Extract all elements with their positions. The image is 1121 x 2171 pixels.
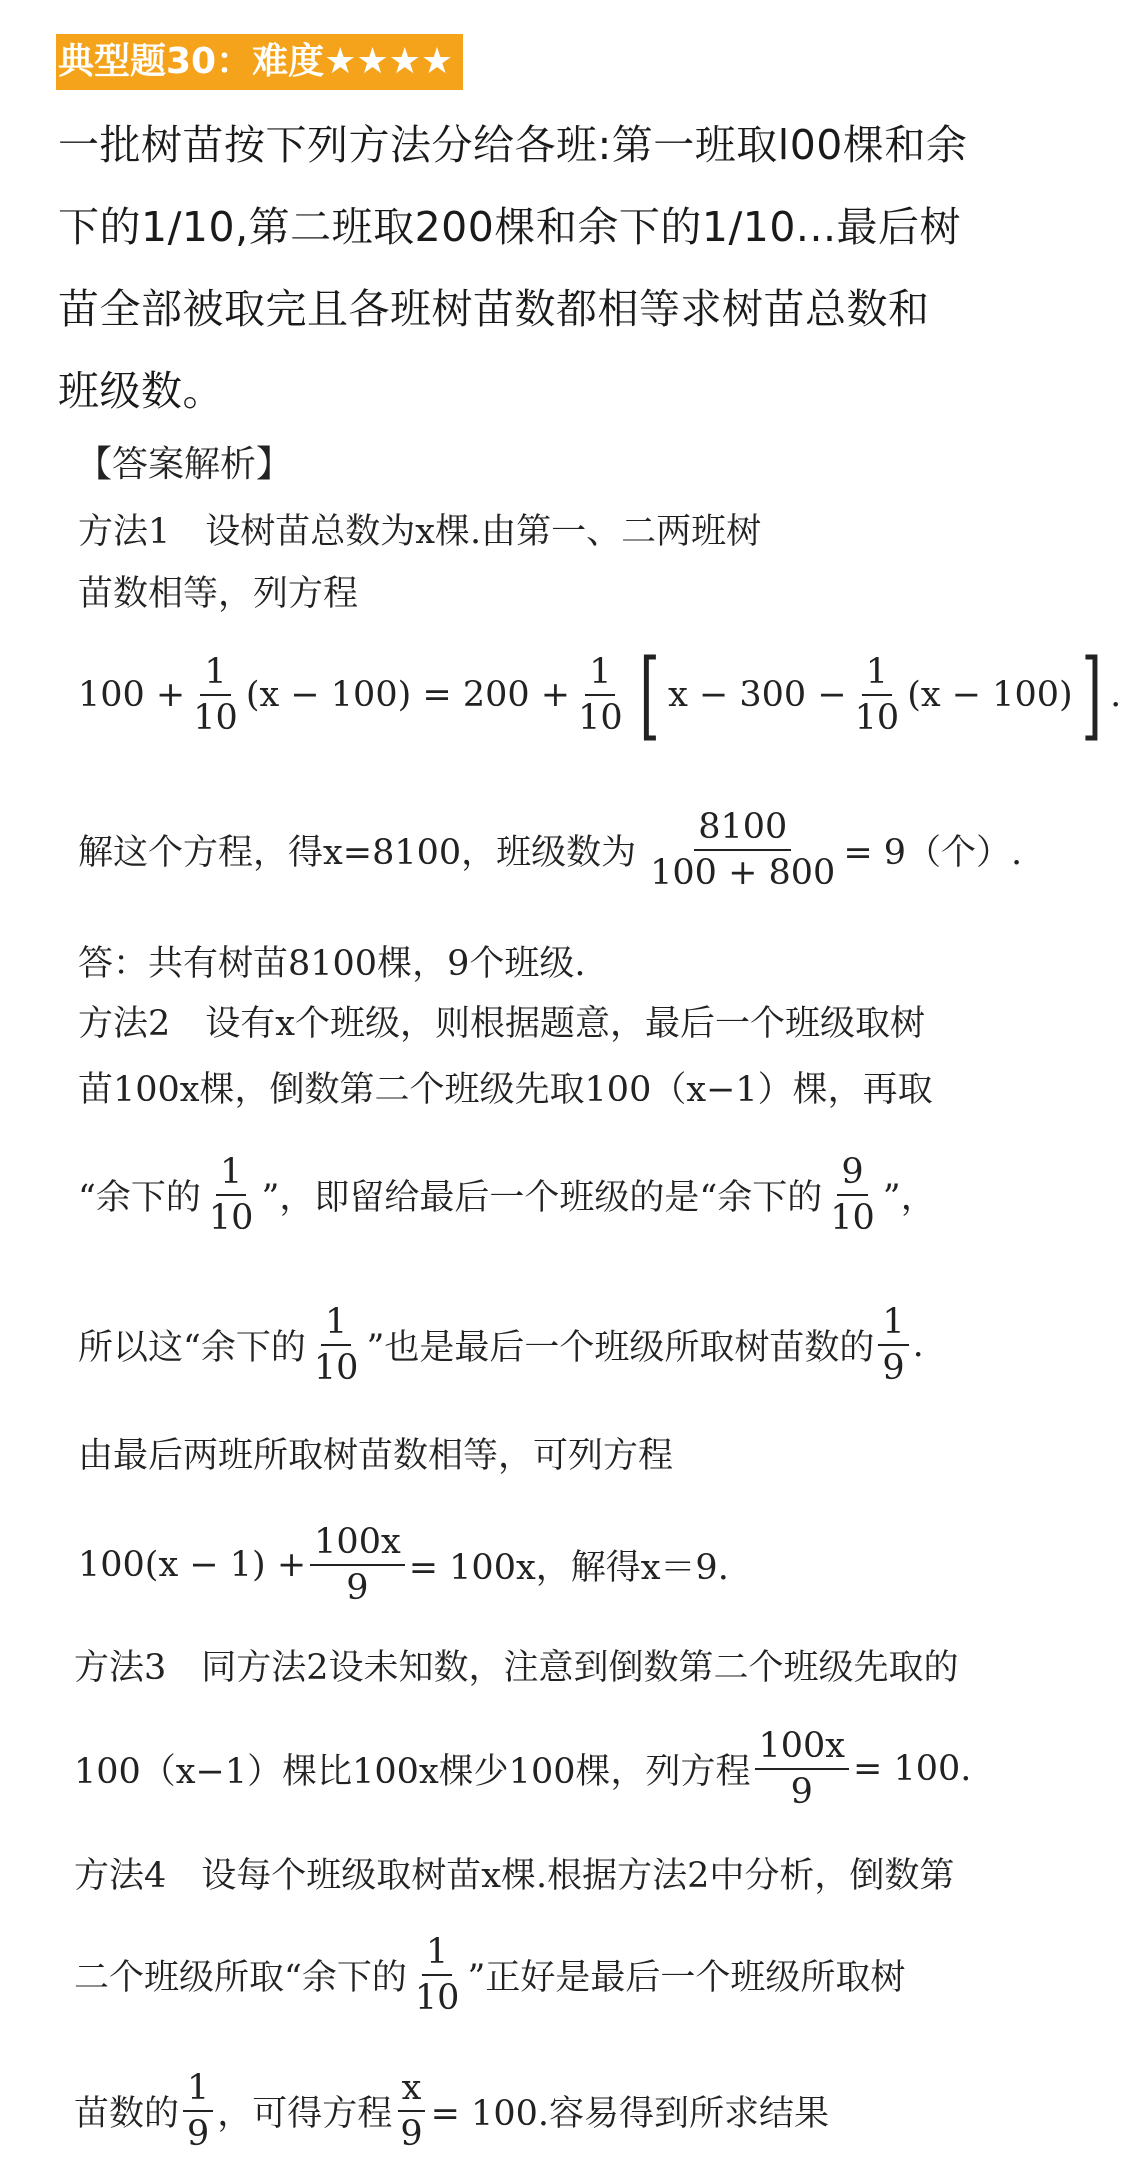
method2-line-3	[78, 1140, 936, 1250]
text: = 100.	[853, 1749, 972, 1789]
text: 100(x − 1) +	[78, 1545, 307, 1585]
fraction: $\frac{1}{10}$	[208, 1151, 254, 1238]
eq-term: (x − 100)	[907, 675, 1073, 715]
text: 二个班级所取“余下的	[74, 1958, 407, 1998]
fraction: $\frac{1}{10}$	[193, 651, 238, 738]
fraction: $\frac{8100}{100 + 800}$	[650, 806, 836, 893]
text: 所以这“余下的	[78, 1328, 306, 1368]
question-line-4: 班级数。	[58, 367, 224, 415]
question-line-3: 苗全部被取完且各班树苗数都相等求树苗总数和	[58, 285, 930, 333]
question-line-2: 下的1/10,第二班取200棵和余下的1/10...最后树	[58, 203, 962, 251]
method2-line-5: 由最后两班所取树苗数相等，可列方程	[78, 1436, 674, 1476]
text: ”，即留给最后一个班级的是“余下的	[261, 1178, 823, 1218]
method4-line-2	[74, 1920, 905, 2030]
fraction: $\frac{100x}{9}$	[310, 1522, 405, 1609]
method1-solution	[78, 800, 1022, 900]
method3-line-1: 方法3 同方法2设未知数，注意到倒数第二个班级先取的	[74, 1648, 959, 1688]
answer-heading: 【答案解析】	[76, 444, 293, 485]
method1-line-1: 方法1 设树苗总数为x棵.由第一、二两班树	[78, 512, 762, 552]
text: = 100x，解得x＝9.	[408, 1548, 729, 1588]
method4-line-3	[74, 2056, 829, 2166]
text: ”，	[882, 1178, 936, 1218]
fraction: $\frac{1}{9}$	[878, 1302, 908, 1389]
fraction: $\frac{9}{10}$	[830, 1151, 875, 1238]
fraction: $\frac{1}{10}$	[854, 651, 900, 738]
fraction: $\frac{100x}{9}$	[755, 1726, 850, 1813]
method3-line-2	[74, 1714, 971, 1824]
text: “余下的	[78, 1178, 201, 1218]
text: .	[912, 1325, 924, 1365]
fraction: $\frac{1}{10}$	[578, 651, 623, 738]
method1-answer: 答：共有树苗8100棵，9个班级.	[78, 944, 586, 984]
method2-equation	[78, 1510, 729, 1620]
text: 苗数的	[74, 2094, 180, 2134]
fraction: $\frac{x}{9}$	[396, 2068, 426, 2155]
method1-equation	[78, 640, 1121, 750]
method4-line-1: 方法4 设每个班级取树苗x棵.根据方法2中分析，倒数第	[74, 1856, 955, 1896]
right-bracket: ]	[1081, 639, 1102, 751]
text: = 100.容易得到所求结果	[430, 2094, 829, 2134]
method2-line-2: 苗100x棵，倒数第二个班级先取100（x−1）棵，再取	[78, 1070, 933, 1110]
problem-title: 典型题30：难度★★★★	[56, 34, 463, 90]
fraction: $\frac{1}{10}$	[414, 1931, 460, 2018]
left-bracket: [	[639, 639, 660, 751]
eq-term: (x − 100) = 200 +	[245, 675, 571, 715]
solution-end: = 9（个）.	[843, 833, 1023, 873]
solution-text: 解这个方程，得x=8100，班级数为	[78, 833, 637, 873]
method1-line-2: 苗数相等，列方程	[78, 574, 359, 614]
eq-term: .	[1110, 675, 1121, 715]
eq-term: 100 +	[78, 675, 186, 715]
eq-term: x − 300 −	[668, 675, 847, 715]
method2-line-4	[78, 1290, 924, 1400]
text: ，可得方程	[217, 2094, 393, 2134]
text: 100（x−1）棵比100x棵少100棵，列方程	[74, 1752, 751, 1792]
fraction: $\frac{1}{9}$	[183, 2068, 213, 2155]
method2-line-1: 方法2 设有x个班级，则根据题意，最后一个班级取树	[78, 1004, 926, 1044]
text: ”也是最后一个班级所取树苗数的	[366, 1328, 875, 1368]
question-line-1: 一批树苗按下列方法分给各班:第一班取l00棵和余	[58, 121, 968, 169]
text: ”正好是最后一个班级所取树	[467, 1958, 906, 1998]
fraction: $\frac{1}{10}$	[313, 1301, 359, 1388]
